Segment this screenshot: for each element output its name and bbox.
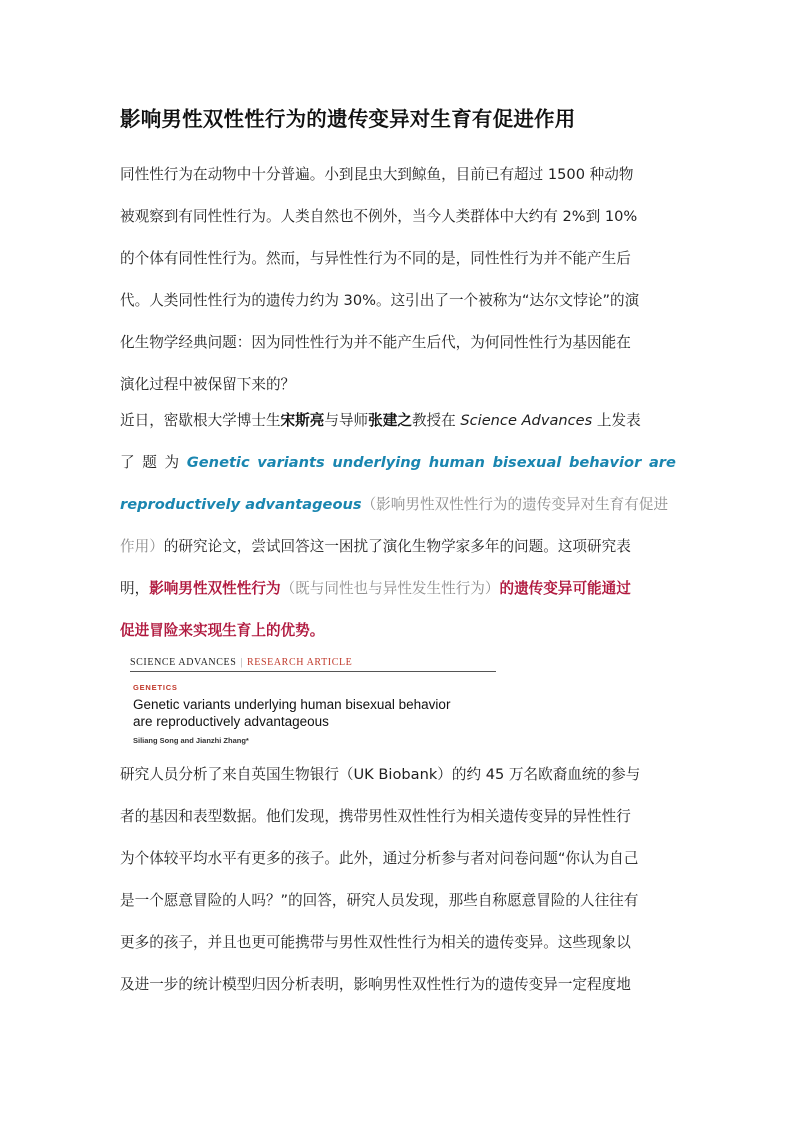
highlight-text: 的遗传变异可能通过 [499,580,631,597]
text-run: 的研究论文，尝试回答这一困扰了演化生物学家多年的问题。这项研究表 [163,538,631,555]
article-header-figure [120,651,498,751]
text-line [120,484,676,526]
paper-title-word: behavior [568,454,642,471]
article-authors: Siliang Song and Jianzhi Zhang* [133,736,249,745]
page-title: 影响男性双性性行为的遗传变异对生育有促进作用 [120,107,576,131]
text-run: 与导师 [324,412,369,429]
article-title-line: Genetic variants underlying human bisexual behavior [133,697,451,712]
text-line: 更多的孩子，并且也更可能携带与男性双性性行为相关的遗传变异。这些现象以 [120,934,631,951]
highlight-text: 影响男性双性性行为 [149,580,281,597]
text-line: 为个体较平均水平有更多的孩子。此外，通过分析参与者对问卷问题“你认为自己 [120,850,639,867]
paper-title-word: human [428,454,485,471]
text-line: 是一个愿意冒险的人吗？”的回答，研究人员发现，那些自称愿意冒险的人往往有 [120,892,639,909]
author-name-zhang: 张建之 [368,412,412,429]
journal-name: Science Advances [460,412,593,429]
article-category: RESEARCH ARTICLE [247,657,353,668]
text-run: 近日，密歇根大学博士生 [120,412,281,429]
article-title [133,696,498,730]
text-word: 为 [164,454,180,471]
text-line: 者的基因和表型数据。他们发现，携带男性双性性行为相关遗传变异的异性性行 [120,808,631,825]
text-line: 被观察到有同性性行为。人类自然也不例外，当今人类群体中大约有 2%到 10% [120,208,638,225]
parenthetical-note: （既与同性也与异性发生性行为） [280,580,500,597]
text-line [120,400,676,442]
text-line: 化生物学经典问题：因为同性性行为并不能产生后代，为何同性性行为基因能在 [120,334,631,351]
masthead-separator: | [240,657,243,668]
translated-title: 作用） [120,538,164,555]
article-section: GENETICS [133,683,178,692]
text-run: 明， [120,580,150,597]
author-name-song: 宋斯亮 [280,412,325,429]
highlight-text: 促进冒险来实现生育上的优势。 [120,622,325,639]
text-word: 了 [120,454,135,471]
paper-title-word: are [648,454,676,471]
journal-title: SCIENCE ADVANCES [130,657,237,668]
translated-title: （影响男性双性性行为的遗传变异对生育有促进 [361,496,669,513]
masthead-divider [130,671,496,672]
paper-title-word: variants [257,454,325,471]
text-line-justified [120,442,676,484]
paragraph-intro [120,154,676,406]
text-line: 研究人员分析了来自英国生物银行（UK Biobank）的约 45 万名欧裔血统的参与 [120,766,641,783]
text-word: 题 [142,454,157,471]
text-line: 代。人类同性性行为的遗传力约为 30%。这引出了一个被称为“达尔文悖论”的演 [120,292,640,309]
text-run: 教授在 [411,412,461,429]
paper-title-word: underlying [332,454,422,471]
paragraph-study [120,400,676,652]
text-line [120,568,676,610]
paper-title-word: bisexual [492,454,562,471]
text-line [120,526,676,568]
text-line: 的个体有同性性行为。然而，与异性性行为不同的是，同性性行为并不能产生后 [120,250,631,267]
text-line: 演化过程中被保留下来的？ [120,376,296,393]
text-run: 上发表 [592,412,641,429]
text-line [120,610,676,652]
article-title-line: are reproductively advantageous [133,714,329,729]
paragraph-findings [120,754,676,1006]
journal-masthead [130,657,352,668]
text-line: 及进一步的统计模型归因分析表明，影响男性双性性行为的遗传变异一定程度地 [120,976,631,993]
paper-title-word: Genetic [186,454,250,471]
paper-title-word: reproductively advantageous [120,496,362,513]
text-line: 同性性行为在动物中十分普遍。小到昆虫大到鲸鱼，目前已有超过 1500 种动物 [120,166,634,183]
